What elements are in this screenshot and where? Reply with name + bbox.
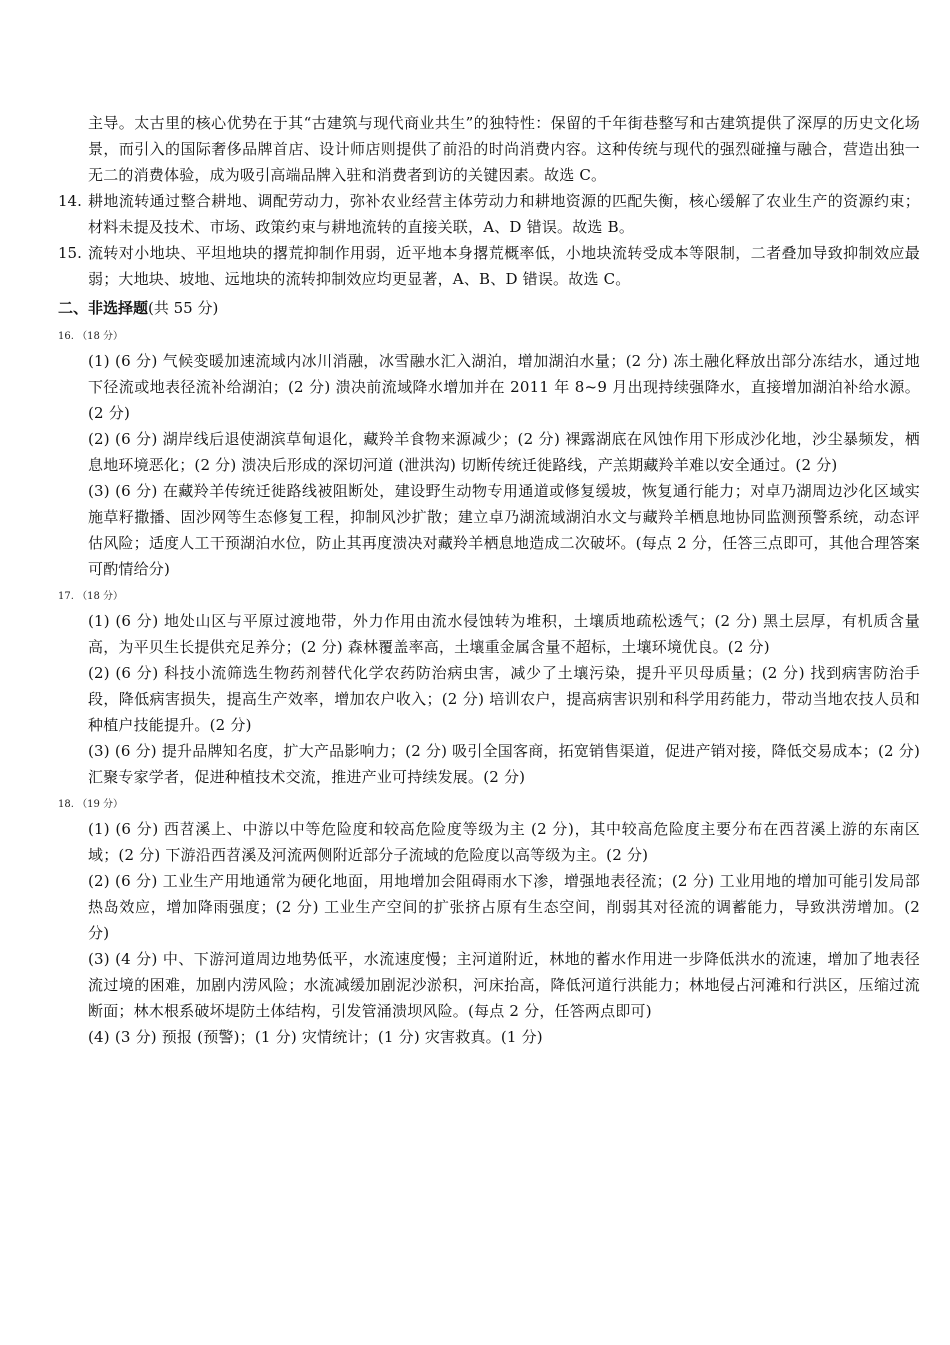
question-part: (2) (6 分) 湖岸线后退使湖滨草甸退化，藏羚羊食物来源减少；(2 分) 裸露湖底在风蚀作用下形成沙化地，沙尘暴频发，栖息地环境恶化；(2 分) 溃决后形成的深切河道 (泄洪沟) 切断传统迁徙路线，产羔期藏羚羊难以安全通过。(2 分) <box>88 430 920 474</box>
answer-content <box>58 110 920 1050</box>
question-part: (1) (6 分) 西苕溪上、中游以中等危险度和较高危险度等级为主 (2 分)，其中较高危险度主要分布在西苕溪上游的东南区域；(2 分) 下游沿西苕溪及河流两侧附近部分子流域的危险度以高等级为主。(2 分) <box>88 820 920 864</box>
intro-paragraph: 主导。太古里的核心优势在于其“古建筑与现代商业共生”的独特性：保留的千年街巷整写和古建筑提供了深厚的历史文化场景，而引入的国际奢侈品牌首店、设计师店则提供了前沿的时尚消费内容。这种传统与现代的强烈碰撞与融合，营造出独一无二的消费体验，成为吸引高端品牌入驻和消费者到访的关键因素。故选 C。 <box>88 114 920 184</box>
question-part: (1) (6 分) 气候变暖加速流域内冰川消融，冰雪融水汇入湖泊，增加湖泊水量；(2 分) 冻土融化释放出部分冻结水，通过地下径流或地表径流补给湖泊；(2 分) 溃决前流域降水增加并在 2011 年 8~9 月出现持续强降水，直接增加湖泊补给水源。(2 分) <box>88 352 920 422</box>
answer-item-14 <box>58 188 920 240</box>
item-text: 流转对小地块、平坦地块的撂荒抑制作用弱，近平地本身撂荒概率低，小地块流转受成本等限制，二者叠加导致抑制效应最弱；大地块、坡地、远地块的流转抑制效应均更显著，A、B、D 错误。故选 C。 <box>88 244 920 288</box>
question-17 <box>58 586 920 790</box>
item-number: 14. <box>58 192 82 210</box>
question-header: 18. （19 分） <box>58 799 123 810</box>
item-number: 15. <box>58 244 82 262</box>
question-header: 17. （18 分） <box>58 591 123 602</box>
section-score: (共 55 分) <box>148 299 219 317</box>
section-heading <box>58 294 920 322</box>
question-18 <box>58 794 920 1050</box>
question-part: (1) (6 分) 地处山区与平原过渡地带，外力作用由流水侵蚀转为堆积，土壤质地疏松透气；(2 分) 黑土层厚，有机质含量高，为平贝生长提供充足养分；(2 分) 森林覆盖率高，土壤重金属含量不超标，土壤环境优良。(2 分) <box>88 612 920 656</box>
section-title: 二、非选择题 <box>58 299 149 317</box>
answer-item-15 <box>58 240 920 292</box>
question-part: (3) (4 分) 中、下游河道周边地势低平，水流速度慢；主河道附近，林地的蓄水作用进一步降低洪水的流速，增加了地表径流过境的困难，加剧内涝风险；水流减缓加剧泥沙淤积，河床抬高，降低河道行洪能力；林地侵占河滩和行洪区，压缩过流断面；林木根系破坏堤防土体结构，引发管涌溃坝风险。(每点 2 分，任答两点即可) <box>88 950 920 1020</box>
question-header: 16. （18 分） <box>58 331 123 342</box>
question-part: (4) (3 分) 预报 (预警)；(1 分) 灾情统计；(1 分) 灾害救真。(1 分) <box>88 1028 543 1046</box>
question-part: (2) (6 分) 科技小流筛选生物药剂替代化学农药防治病虫害，减少了土壤污染，提升平贝母质量；(2 分) 找到病害防治手段，降低病害损失，提高生产效率，增加农户收入；(2 分) 培训农户，提高病害识别和科学用药能力，带动当地农技人员和种植户技能提升。(2 分) <box>88 664 920 734</box>
item-text: 耕地流转通过整合耕地、调配劳动力，弥补农业经营主体劳动力和耕地资源的匹配失衡，核心缓解了农业生产的资源约束；材料未提及技术、市场、政策约束与耕地流转的直接关联，A、D 错误。故选 B。 <box>88 192 920 236</box>
question-part: (2) (6 分) 工业生产用地通常为硬化地面，用地增加会阻碍雨水下渗，增强地表径流；(2 分) 工业用地的增加可能引发局部热岛效应，增加降雨强度；(2 分) 工业生产空间的扩张挤占原有生态空间，削弱其对径流的调蓄能力，导致洪涝增加。(2 分) <box>88 872 920 942</box>
question-16 <box>58 326 920 582</box>
question-part: (3) (6 分) 提升品牌知名度，扩大产品影响力；(2 分) 吸引全国客商，拓宽销售渠道，促进产销对接，降低交易成本；(2 分) 汇聚专家学者，促进种植技术交流，推进产业可持续发展。(2 分) <box>88 742 920 786</box>
question-part: (3) (6 分) 在藏羚羊传统迁徙路线被阻断处，建设野生动物专用通道或修复缓坡，恢复通行能力；对卓乃湖周边沙化区域实施草籽撒播、固沙网等生态修复工程，抑制风沙扩散；建立卓乃湖流域湖泊水文与藏羚羊栖息地协同监测预警系统，动态评估风险；适度人工干预湖泊水位，防止其再度溃决对藏羚羊栖息地造成二次破坏。(每点 2 分，任答三点即可，其他合理答案可酌情给分) <box>88 482 920 578</box>
